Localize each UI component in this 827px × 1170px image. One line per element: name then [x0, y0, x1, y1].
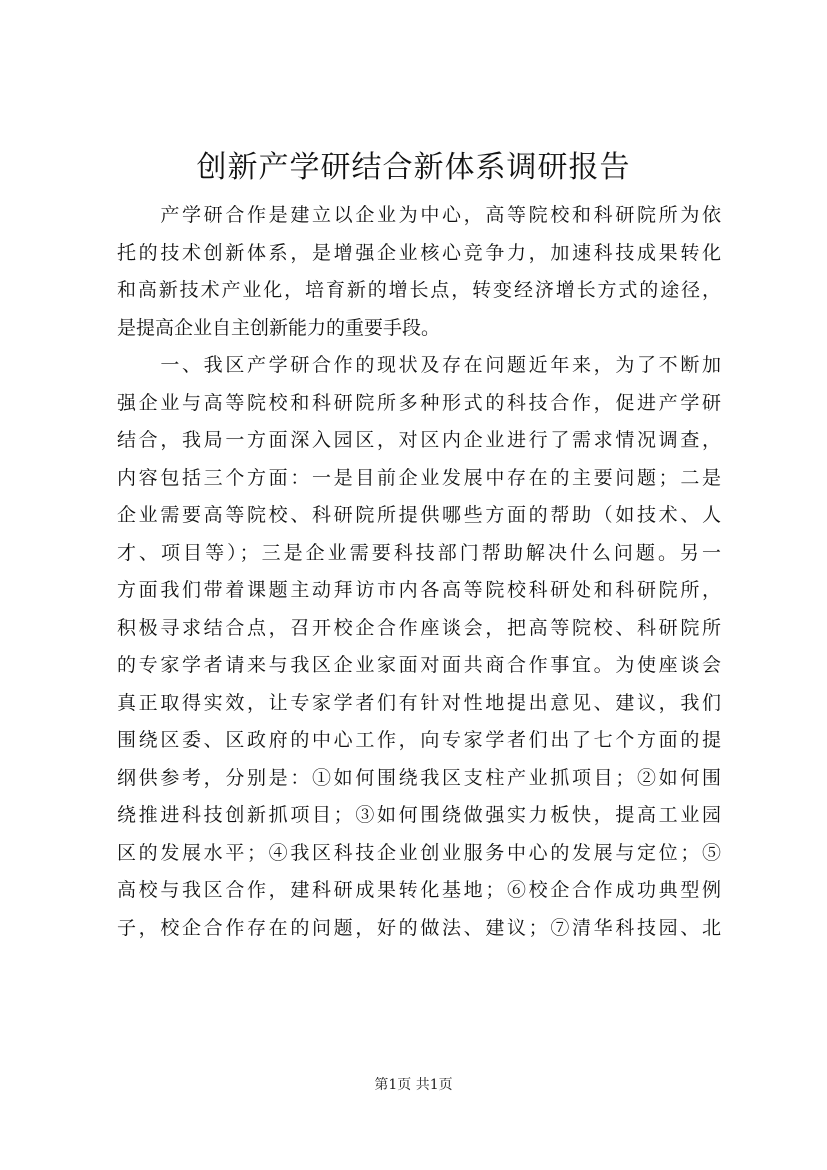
body-line: 子，校企合作存在的问题，好的做法、建议；⑦清华科技园、北	[117, 916, 721, 939]
body-line: 纲供参考，分别是：①如何围绕我区支柱产业抓项目；②如何围	[117, 766, 721, 789]
body-line: 绕推进科技创新抓项目；③如何围绕做强实力板快，提高工业园	[117, 804, 721, 826]
body-line: 高校与我区合作，建科研成果转化基地；⑥校企合作成功典型例	[117, 879, 721, 901]
body-line: 区的发展水平；④我区科技企业创业服务中心的发展与定位；⑤	[117, 841, 721, 864]
body-line: 真正取得实效，让专家学者们有针对性地提出意见、建议，我们	[117, 691, 721, 714]
body-line: 托的技术创新体系，是增强企业核心竞争力，加速科技成果转化	[117, 241, 721, 264]
body-line: 结合，我局一方面深入园区，对区内企业进行了需求情况调查，	[117, 429, 721, 451]
body-line: 企业需要高等院校、科研院所提供哪些方面的帮助（如技术、人	[117, 504, 721, 526]
body-line: 产学研合作是建立以企业为中心，高等院校和科研院所为依	[117, 204, 721, 226]
body-line: 内容包括三个方面：一是目前企业发展中存在的主要问题；二是	[117, 466, 721, 489]
document-title: 创新产学研结合新体系调研报告	[196, 150, 631, 185]
body-line: 一、我区产学研合作的现状及存在问题近年来，为了不断加	[117, 354, 721, 376]
body-line: 才、项目等）；三是企业需要科技部门帮助解决什么问题。另一	[117, 541, 721, 564]
body-line: 是提高企业自主创新能力的重要手段。	[117, 316, 441, 339]
document-body	[117, 197, 721, 947]
body-line: 强企业与高等院校和科研院所多种形式的科技合作，促进产学研	[117, 391, 721, 414]
body-line: 和高新技术产业化，培育新的增长点，转变经济增长方式的途径，	[117, 279, 721, 301]
body-line: 的专家学者请来与我区企业家面对面共商合作事宜。为使座谈会	[117, 654, 721, 676]
body-line: 方面我们带着课题主动拜访市内各高等院校科研处和科研院所，	[117, 579, 721, 601]
page-footer: 第1页 共1页	[374, 1077, 453, 1093]
body-line: 围绕区委、区政府的中心工作，向专家学者们出了七个方面的提	[117, 729, 721, 751]
body-line: 积极寻求结合点，召开校企合作座谈会，把高等院校、科研院所	[117, 616, 721, 639]
